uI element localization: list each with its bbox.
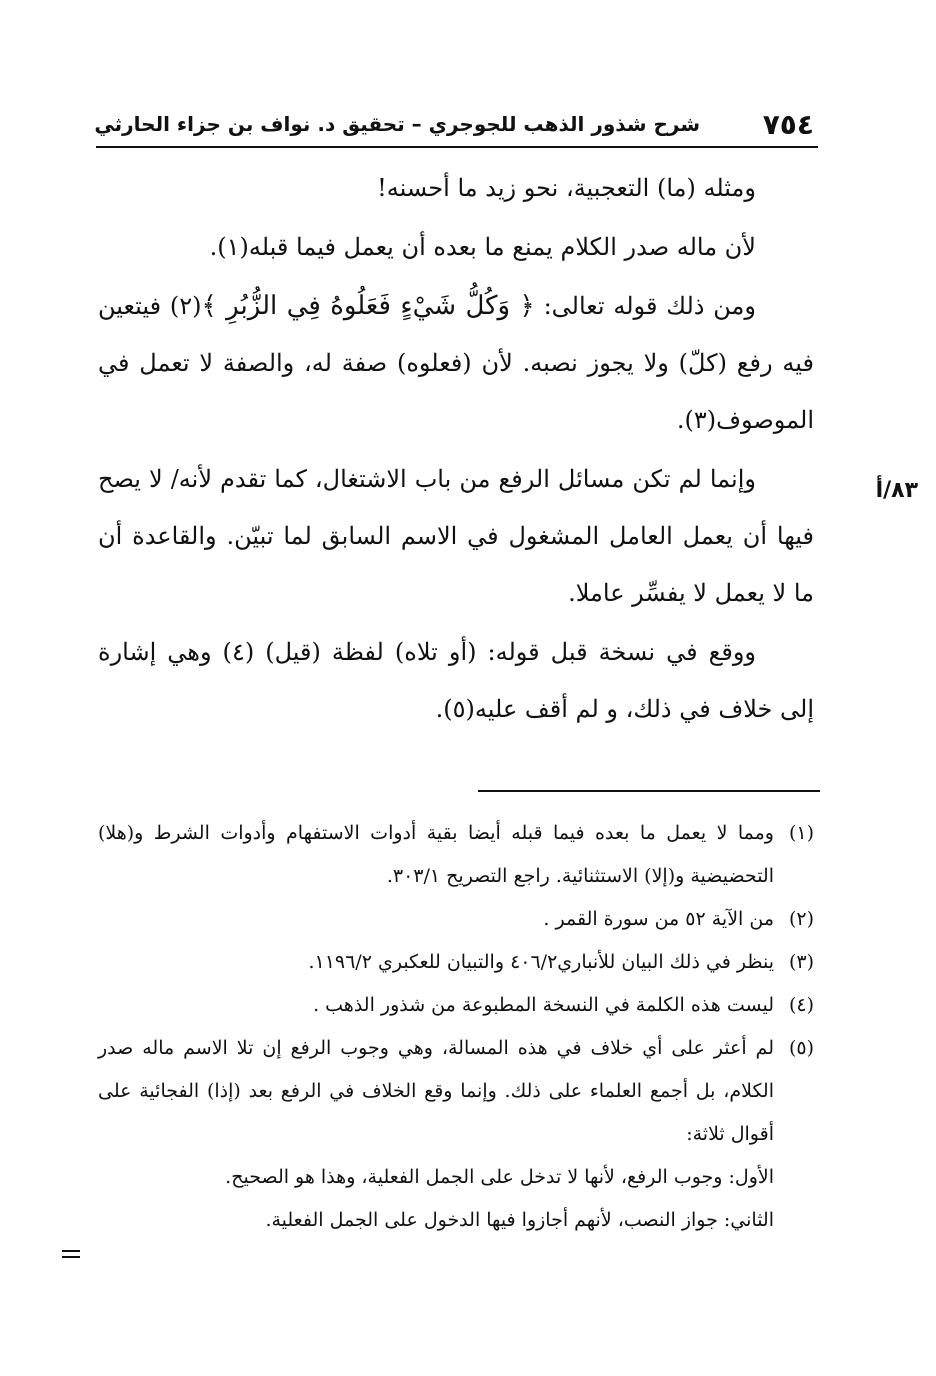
paragraph-1: ومثله (ما) التعجبية، نحو زيد ما أحسنه! bbox=[377, 174, 756, 202]
footnote-text: ينظر في ذلك البيان للأنباري٤٠٦/٢ والتبيان للعكبري ١١٩٦/٢. bbox=[308, 951, 774, 973]
quran-verse: ﴿ وَكُلُّ شَيْءٍ فَعَلُوهُ فِي الزُّبُرِ ﴾ bbox=[201, 291, 535, 321]
continuation-mark bbox=[62, 1250, 80, 1252]
footnote-number: (٢) bbox=[788, 908, 814, 930]
footnote-4 bbox=[98, 984, 814, 1027]
footnote-number: (٤) bbox=[788, 994, 814, 1016]
page-number: ٧٥٤ bbox=[762, 108, 814, 141]
footnote-5-opinion-2: الثاني: جواز النصب، لأنهم أجازوا فيها الدخول على الجمل الفعلية. bbox=[265, 1209, 774, 1231]
footnote-text: لم أعثر على أي خلاف في هذه المسالة، وهي وجوب الرفع إن تلا الاسم ماله صدر الكلام، بل أجمع العلماء على ذلك. وإنما وقع الخلاف في الرفع بعد (إذا) الفجائية على أقوال ثلاثة: bbox=[98, 1037, 774, 1145]
continuation-mark bbox=[62, 1256, 80, 1258]
footnote-text: ليست هذه الكلمة في النسخة المطبوعة من شذور الذهب . bbox=[313, 994, 774, 1016]
footnote-number: (١) bbox=[788, 822, 814, 844]
header-rule bbox=[96, 146, 818, 148]
footnotes bbox=[98, 812, 814, 1242]
footnote-text: من الآية ٥٢ من سورة القمر . bbox=[543, 908, 774, 930]
footnote-3 bbox=[98, 941, 814, 984]
paragraph-3 bbox=[98, 278, 814, 449]
paragraph-2: لأن ماله صدر الكلام يمنع ما بعده أن يعمل فيما قبله(١). bbox=[209, 233, 756, 261]
footnote-2 bbox=[98, 898, 814, 941]
footnote-number: (٥) bbox=[788, 1037, 814, 1059]
main-text bbox=[98, 160, 814, 740]
paragraph-3-end: (٢) فيتعين فيه رفع (كلّ) ولا يجوز نصبه. لأن (فعلوه) صفة له، والصفة لا تعمل في الموصوف(٣). bbox=[98, 292, 814, 434]
footnote-1 bbox=[98, 812, 814, 898]
footnote-5-opinion-1: الأول: وجوب الرفع، لأنها لا تدخل على الجمل الفعلية، وهذا هو الصحيح. bbox=[225, 1166, 774, 1188]
paragraph-3-start: ومن ذلك قوله تعالى: bbox=[534, 292, 757, 320]
running-header-title: شرح شذور الذهب للجوجري – تحقيق د. نواف بن جزاء الحارثي bbox=[94, 112, 700, 136]
footnote-text: ومما لا يعمل ما بعده فيما قبله أيضا بقية أدوات الاستفهام وأدوات الشرط و(هلا) التحضيضية و(إلا) الاستثنائية. راجع التصريح ٣٠٣/١. bbox=[98, 822, 774, 887]
paragraph-4: وإنما لم تكن مسائل الرفع من باب الاشتغال، كما تقدم لأنه/ لا يصح فيها أن يعمل العامل المشغول في الاسم السابق لما تبيّن. والقاعدة أن ما لا يعمل لا يفسِّر عاملا. bbox=[98, 465, 814, 607]
footnote-5 bbox=[98, 1027, 814, 1156]
footnote-number: (٣) bbox=[788, 951, 814, 973]
manuscript-folio-note: ٨٣/أ bbox=[875, 478, 918, 503]
footnote-separator bbox=[478, 790, 820, 792]
paragraph-5: ووقع في نسخة قبل قوله: (أو تلاه) لفظة (قيل) (٤) وهي إشارة إلى خلاف في ذلك، و لم أقف عليه(٥). bbox=[98, 638, 814, 723]
